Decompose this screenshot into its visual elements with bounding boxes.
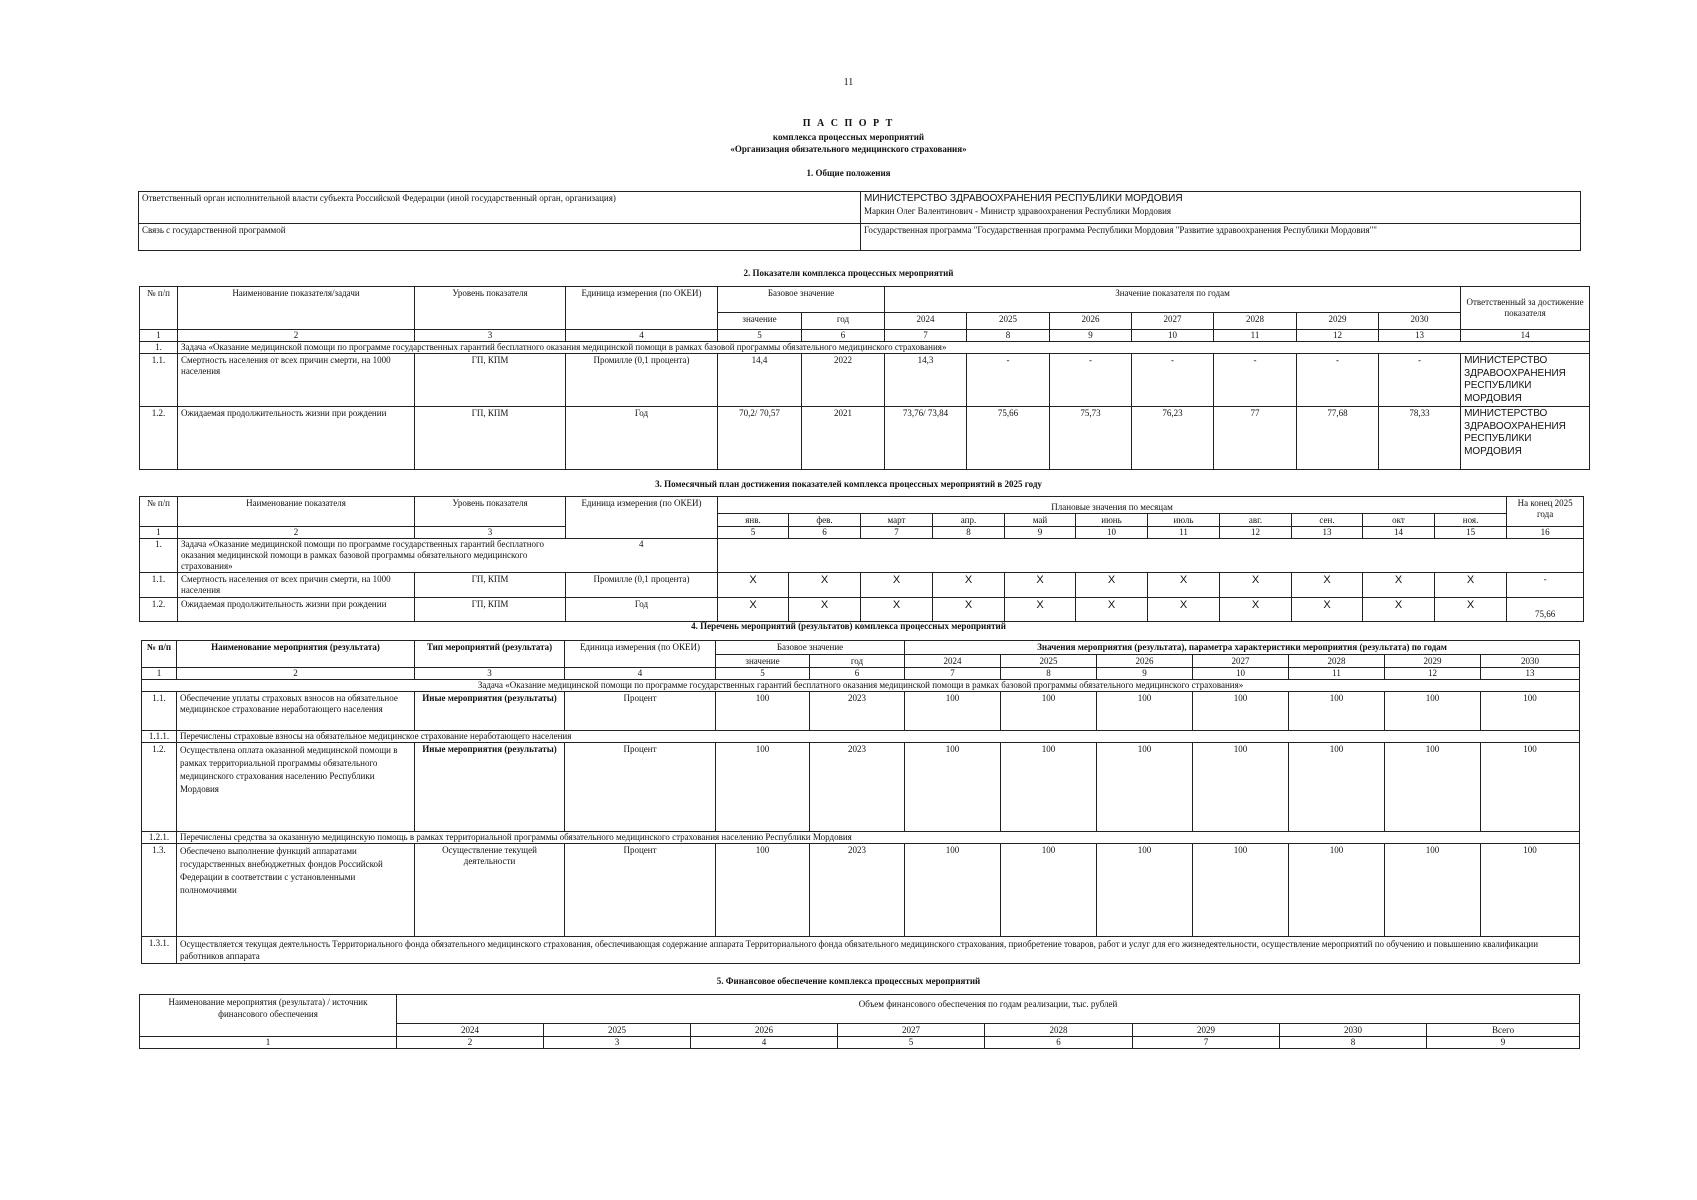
task-text: Задача «Оказание медицинской помощи по программе государственных гарантий бесплатного оказания медицинской помощи в рамках базовой программы обязательного медицинского страхования» — [178, 539, 566, 573]
col-group-header: Объем финансового обеспечения по годам реализации, тыс. рублей — [397, 995, 1580, 1024]
month-value: X — [1005, 598, 1076, 622]
month-value: X — [1148, 598, 1220, 622]
month-value: X — [861, 598, 933, 622]
col-end-header: На конец 2025 года — [1507, 497, 1584, 527]
document-subtitle-name: «Организация обязательного медицинского страхования» — [730, 144, 967, 154]
section4-title: 4. Перечень мероприятий (результатов) комплекса процессных мероприятий — [691, 621, 1006, 631]
row-number: 1.1. — [140, 354, 178, 407]
month-value: X — [1292, 573, 1363, 598]
col-year-header: 2028 — [1289, 655, 1385, 668]
year-value: 100 — [1097, 844, 1193, 937]
col-name-header: Наименование показателя — [178, 497, 415, 527]
col-year-header: 2029 — [1133, 1024, 1280, 1037]
col-base-year-header: год — [810, 655, 905, 668]
table-row — [140, 573, 1584, 598]
col-number: 9 — [1005, 527, 1076, 539]
col-month-header: июль — [1148, 514, 1220, 527]
col-num-header: № п/п — [140, 287, 178, 330]
col-number: 4 — [566, 539, 718, 573]
base-year: 2023 — [810, 743, 905, 832]
month-value: X — [1363, 573, 1435, 598]
indicator-name: Ожидаемая продолжительность жизни при рождении — [178, 598, 415, 622]
col-year-header: 2025 — [967, 313, 1050, 330]
col-year-header: 2024 — [905, 655, 1001, 668]
task-number: 1. — [140, 342, 178, 354]
year-value: 100 — [905, 692, 1001, 731]
year-value: - — [1132, 354, 1214, 407]
indicator-name: Смертность населения от всех причин смерти, на 1000 населения — [178, 354, 415, 407]
task-text: Задача «Оказание медицинской помощи по программе государственных гарантий бесплатного оказания медицинской помощи в рамках базовой программы обязательного медицинского страхования» — [178, 342, 1590, 354]
col-number: 6 — [789, 527, 861, 539]
activity-type: Иные мероприятия (результаты) — [415, 743, 565, 832]
col-year-header: 2026 — [1050, 313, 1132, 330]
row-number: 1.2. — [140, 598, 178, 622]
col-month-header: авг. — [1220, 514, 1292, 527]
task-row — [140, 342, 1590, 354]
col-number: 3 — [544, 1037, 691, 1049]
month-value: X — [1435, 573, 1507, 598]
col-year-header: 2029 — [1385, 655, 1481, 668]
col-unit-header: Единица измерения (по ОКЕИ) — [566, 497, 718, 539]
year-value: 75,73 — [1050, 407, 1132, 470]
activity-unit: Процент — [565, 743, 716, 832]
year-end-value: 75,66 — [1507, 598, 1584, 622]
col-year-header: 2026 — [691, 1024, 838, 1037]
col-month-header: март — [861, 514, 933, 527]
col-number: 16 — [1507, 527, 1584, 539]
section2-title: 2. Показатели комплекса процессных мероприятий — [743, 268, 954, 278]
row-number: 1.1. — [142, 692, 177, 731]
indicator-unit: Год — [566, 598, 718, 622]
year-value: - — [1050, 354, 1132, 407]
table-row — [142, 844, 1580, 937]
sub-row-number: 1.1.1. — [142, 731, 177, 743]
col-unit-header: Единица измерения (по ОКЕИ) — [565, 641, 716, 668]
financing-table — [139, 994, 1580, 1049]
col-number: 6 — [985, 1037, 1133, 1049]
table-row — [142, 743, 1580, 832]
program-link-value: Государственная программа "Государственная программа Республики Мордовия "Развитие здравоохранения Республики Мордовия"" — [861, 224, 1581, 251]
sub-row-text: Перечислены средства за оказанную медицинскую помощь в рамках территориальной программы обязательного медицинского страхования населению Республики Мордовия — [177, 832, 1580, 844]
table-row — [139, 192, 1581, 224]
month-value: X — [718, 598, 789, 622]
year-value: 75,66 — [967, 407, 1050, 470]
ministry-name: МИНИСТЕРСТВО ЗДРАВООХРАНЕНИЯ РЕСПУБЛИКИ МОРДОВИЯ — [864, 193, 1183, 204]
table-row — [142, 692, 1580, 731]
base-year: 2021 — [802, 407, 885, 470]
program-link-label: Связь с государственной программой — [139, 224, 861, 251]
indicator-level: ГП, КПМ — [415, 598, 566, 622]
sub-row-text: Осуществляется текущая деятельность Территориального фонда обязательного медицинского страхования, обеспечивающая содержание аппарата Территориального фонда обязательного медицинского страхования, приобретение товаров, работ и услуг для его жизнедеятельности, осуществление мероприятий по обучению и повышению квалификации работников аппарата — [177, 937, 1580, 964]
col-year-header: 2026 — [1097, 655, 1193, 668]
activity-unit: Процент — [565, 844, 716, 937]
year-value: 100 — [1481, 692, 1580, 731]
col-number: 14 — [1461, 330, 1590, 342]
general-provisions-table — [138, 191, 1581, 251]
monthly-plan-table — [139, 496, 1584, 622]
col-number: 2 — [178, 527, 415, 539]
activities-table — [141, 640, 1580, 964]
col-number: 15 — [1435, 527, 1507, 539]
table-row — [139, 224, 1581, 251]
table-row — [140, 354, 1590, 407]
year-value: 100 — [1385, 743, 1481, 832]
minister-name: Маркин Олег Валентинович - Министр здравоохранения Республики Мордовия — [864, 205, 1172, 216]
col-number: 7 — [885, 330, 967, 342]
col-number: 7 — [861, 527, 933, 539]
col-number: 10 — [1076, 527, 1148, 539]
col-number: 8 — [933, 527, 1005, 539]
col-number: 1 — [142, 668, 177, 680]
col-year-header: 2029 — [1297, 313, 1379, 330]
col-number: 7 — [905, 668, 1001, 680]
col-number: 13 — [1379, 330, 1461, 342]
year-value: 100 — [1097, 743, 1193, 832]
base-year: 2023 — [810, 844, 905, 937]
col-number: 11 — [1289, 668, 1385, 680]
sub-row — [142, 937, 1580, 964]
year-end-value: - — [1507, 573, 1584, 598]
base-value: 100 — [716, 743, 810, 832]
col-name-header: Наименование показателя/задачи — [178, 287, 415, 330]
col-number: 8 — [1001, 668, 1097, 680]
indicator-unit: Промилле (0,1 процента) — [566, 573, 718, 598]
year-value: 100 — [1385, 844, 1481, 937]
year-value: 14,3 — [885, 354, 967, 407]
year-value: - — [967, 354, 1050, 407]
col-group-header: Значения мероприятия (результата), параметра характеристики мероприятия (результата) по годам — [905, 641, 1580, 655]
col-number: 13 — [1292, 527, 1363, 539]
year-value: 77 — [1214, 407, 1297, 470]
col-base-year-header: год — [802, 313, 885, 330]
task-row-spacer — [718, 539, 1584, 573]
col-year-header: 2024 — [397, 1024, 544, 1037]
year-value: 78,33 — [1379, 407, 1461, 470]
year-value: 100 — [1289, 743, 1385, 832]
col-month-header: май — [1005, 514, 1076, 527]
sub-row-number: 1.3.1. — [142, 937, 177, 964]
page-number: 11 — [843, 77, 854, 88]
year-value: 100 — [1001, 743, 1097, 832]
col-number: 12 — [1385, 668, 1481, 680]
col-base-value-header: значение — [718, 313, 802, 330]
col-year-header: 2028 — [985, 1024, 1133, 1037]
col-month-header: ноя. — [1435, 514, 1507, 527]
base-value: 70,2/ 70,57 — [718, 407, 802, 470]
col-number: 9 — [1427, 1037, 1580, 1049]
sub-row — [142, 731, 1580, 743]
year-value: - — [1214, 354, 1297, 407]
col-total-header: Всего — [1427, 1024, 1580, 1037]
base-year: 2022 — [802, 354, 885, 407]
col-number: 12 — [1297, 330, 1379, 342]
row-number: 1.2. — [142, 743, 177, 832]
col-month-header: апр. — [933, 514, 1005, 527]
col-name-header: Наименование мероприятия (результата) — [177, 641, 415, 668]
month-value: X — [1292, 598, 1363, 622]
base-value: 100 — [716, 844, 810, 937]
col-number: 4 — [691, 1037, 838, 1049]
section1-title: 1. Общие положения — [806, 168, 891, 178]
year-value: 100 — [1193, 844, 1289, 937]
col-number: 5 — [718, 527, 789, 539]
activity-name: Обеспечение уплаты страховых взносов на обязательное медицинское страхование неработающего населения — [177, 692, 415, 731]
year-value: 100 — [905, 844, 1001, 937]
col-number: 1 — [140, 1037, 397, 1049]
col-year-header: 2027 — [838, 1024, 985, 1037]
activity-type: Иные мероприятия (результаты) — [415, 692, 565, 731]
document-title: П А С П О Р Т — [802, 118, 895, 129]
col-level-header: Уровень показателя — [415, 287, 566, 330]
col-number: 10 — [1132, 330, 1214, 342]
col-name-header: Наименование мероприятия (результата) / источник финансового обеспечения — [140, 995, 397, 1037]
year-value: - — [1297, 354, 1379, 407]
col-number: 3 — [415, 330, 566, 342]
sub-row — [142, 832, 1580, 844]
activity-name: Обеспечено выполнение функций аппаратами государственных внебюджетных фондов Российской Федерации в соответствии с установленными полномочиями — [177, 844, 415, 937]
col-number: 1 — [140, 330, 178, 342]
col-number: 6 — [802, 330, 885, 342]
col-level-header: Уровень показателя — [415, 497, 566, 527]
year-value: 73,76/ 73,84 — [885, 407, 967, 470]
col-year-header: 2025 — [544, 1024, 691, 1037]
row-number: 1.3. — [142, 844, 177, 937]
col-number: 1 — [140, 527, 178, 539]
year-value: 76,23 — [1132, 407, 1214, 470]
year-value: 100 — [1193, 743, 1289, 832]
col-number: 5 — [718, 330, 802, 342]
year-value: 100 — [1481, 844, 1580, 937]
year-value: 100 — [1289, 692, 1385, 731]
col-month-header: июнь — [1076, 514, 1148, 527]
month-value: X — [1220, 573, 1292, 598]
indicator-unit: Год — [566, 407, 718, 470]
month-value: X — [1005, 573, 1076, 598]
col-num-header: № п/п — [142, 641, 177, 668]
col-unit-header: Единица измерения (по ОКЕИ) — [566, 287, 718, 330]
task-number: 1. — [140, 539, 178, 573]
col-number: 9 — [1097, 668, 1193, 680]
responsible-body-label: Ответственный орган исполнительной власти субъекта Российской Федерации (иной государственный орган, организация) — [139, 192, 861, 224]
year-value: - — [1379, 354, 1461, 407]
year-value: 100 — [1385, 692, 1481, 731]
col-number: 8 — [1280, 1037, 1427, 1049]
year-value: 100 — [1193, 692, 1289, 731]
col-number: 2 — [177, 668, 415, 680]
task-row — [142, 680, 1580, 692]
indicator-level: ГП, КПМ — [415, 407, 566, 470]
col-year-header: 2025 — [1001, 655, 1097, 668]
col-number: 4 — [566, 330, 718, 342]
month-value: X — [789, 598, 861, 622]
responsible-body-value — [861, 192, 1581, 224]
col-number: 2 — [178, 330, 415, 342]
col-number: 4 — [565, 668, 716, 680]
indicator-name: Смертность населения от всех причин смерти, на 1000 населения — [178, 573, 415, 598]
col-responsible-header: Ответственный за достижение показателя — [1461, 287, 1590, 330]
col-number: 12 — [1220, 527, 1292, 539]
year-value: 77,68 — [1297, 407, 1379, 470]
col-base-header: Базовое значение — [718, 287, 885, 313]
col-year-header: 2028 — [1214, 313, 1297, 330]
col-year-header: 2030 — [1280, 1024, 1427, 1037]
col-number: 13 — [1481, 668, 1580, 680]
section5-title: 5. Финансовое обеспечение комплекса процессных мероприятий — [716, 976, 981, 986]
month-value: X — [933, 573, 1005, 598]
col-number: 10 — [1193, 668, 1289, 680]
row-number: 1.1. — [140, 573, 178, 598]
month-value: X — [1148, 573, 1220, 598]
column-numbers-row — [140, 330, 1590, 342]
col-year-header: 2027 — [1193, 655, 1289, 668]
responsible-party: МИНИСТЕРСТВО ЗДРАВООХРАНЕНИЯ РЕСПУБЛИКИ МОРДОВИЯ — [1461, 407, 1590, 470]
activity-type: Осуществление текущей деятельности — [415, 844, 565, 937]
col-month-header: сен. — [1292, 514, 1363, 527]
col-number: 5 — [716, 668, 810, 680]
year-value: 100 — [1001, 844, 1097, 937]
col-years-group-header: Значение показателя по годам — [885, 287, 1461, 313]
col-month-header: окт — [1363, 514, 1435, 527]
base-value: 14,4 — [718, 354, 802, 407]
activity-unit: Процент — [565, 692, 716, 731]
column-numbers-row — [140, 527, 1584, 539]
col-number: 7 — [1133, 1037, 1280, 1049]
col-number: 3 — [415, 527, 566, 539]
indicators-table — [139, 286, 1590, 470]
indicator-level: ГП, КПМ — [415, 573, 566, 598]
column-4-number-row — [140, 539, 1584, 573]
month-value: X — [1220, 598, 1292, 622]
year-value: 100 — [1097, 692, 1193, 731]
month-value: X — [1435, 598, 1507, 622]
month-value: X — [933, 598, 1005, 622]
month-value: X — [1076, 573, 1148, 598]
col-number: 9 — [1050, 330, 1132, 342]
col-year-header: 2027 — [1132, 313, 1214, 330]
col-month-header: фев. — [789, 514, 861, 527]
task-text: Задача «Оказание медицинской помощи по программе государственных гарантий бесплатного оказания медицинской помощи в рамках базовой программы обязательного медицинского страхования» — [142, 680, 1580, 692]
column-numbers-row — [140, 1037, 1580, 1049]
table-row — [140, 407, 1590, 470]
col-number: 3 — [415, 668, 565, 680]
col-number: 14 — [1363, 527, 1435, 539]
base-year: 2023 — [810, 692, 905, 731]
year-value: 100 — [1289, 844, 1385, 937]
col-year-header: 2024 — [885, 313, 967, 330]
sub-row-text: Перечислены страховые взносы на обязательное медицинское страхование неработающего населения — [177, 731, 1580, 743]
year-value: 100 — [1001, 692, 1097, 731]
column-numbers-row — [142, 668, 1580, 680]
year-value: 100 — [905, 743, 1001, 832]
row-number: 1.2. — [140, 407, 178, 470]
col-number: 5 — [838, 1037, 985, 1049]
year-value: 100 — [1481, 743, 1580, 832]
col-month-header: янв. — [718, 514, 789, 527]
indicator-unit: Промилле (0,1 процента) — [566, 354, 718, 407]
indicator-name: Ожидаемая продолжительность жизни при рождении — [178, 407, 415, 470]
col-year-header: 2030 — [1379, 313, 1461, 330]
col-num-header: № п/п — [140, 497, 178, 527]
activity-name: Осуществлена оплата оказанной медицинской помощи в рамках территориальной программы обязательного медицинского страхования населению Республики Мордовия — [177, 743, 415, 832]
section3-title: 3. Помесячный план достижения показателей комплекса процессных мероприятий в 2025 году — [655, 479, 1042, 489]
col-number: 11 — [1214, 330, 1297, 342]
col-type-header: Тип мероприятий (результата) — [415, 641, 565, 668]
indicator-level: ГП, КПМ — [415, 354, 566, 407]
month-value: X — [1363, 598, 1435, 622]
month-value: X — [861, 573, 933, 598]
col-number: 8 — [967, 330, 1050, 342]
month-value: X — [1076, 598, 1148, 622]
sub-row-number: 1.2.1. — [142, 832, 177, 844]
base-value: 100 — [716, 692, 810, 731]
table-row — [140, 598, 1584, 622]
responsible-party: МИНИСТЕРСТВО ЗДРАВООХРАНЕНИЯ РЕСПУБЛИКИ МОРДОВИЯ — [1461, 354, 1590, 407]
col-months-group-header: Плановые значения по месяцам — [718, 497, 1507, 514]
col-number: 11 — [1148, 527, 1220, 539]
col-base-header: Базовое значение — [716, 641, 905, 655]
col-number: 6 — [810, 668, 905, 680]
document-subtitle: комплекса процессных мероприятий — [772, 132, 925, 142]
month-value: X — [718, 573, 789, 598]
month-value: X — [789, 573, 861, 598]
col-number: 2 — [397, 1037, 544, 1049]
col-year-header: 2030 — [1481, 655, 1580, 668]
col-base-value-header: значение — [716, 655, 810, 668]
